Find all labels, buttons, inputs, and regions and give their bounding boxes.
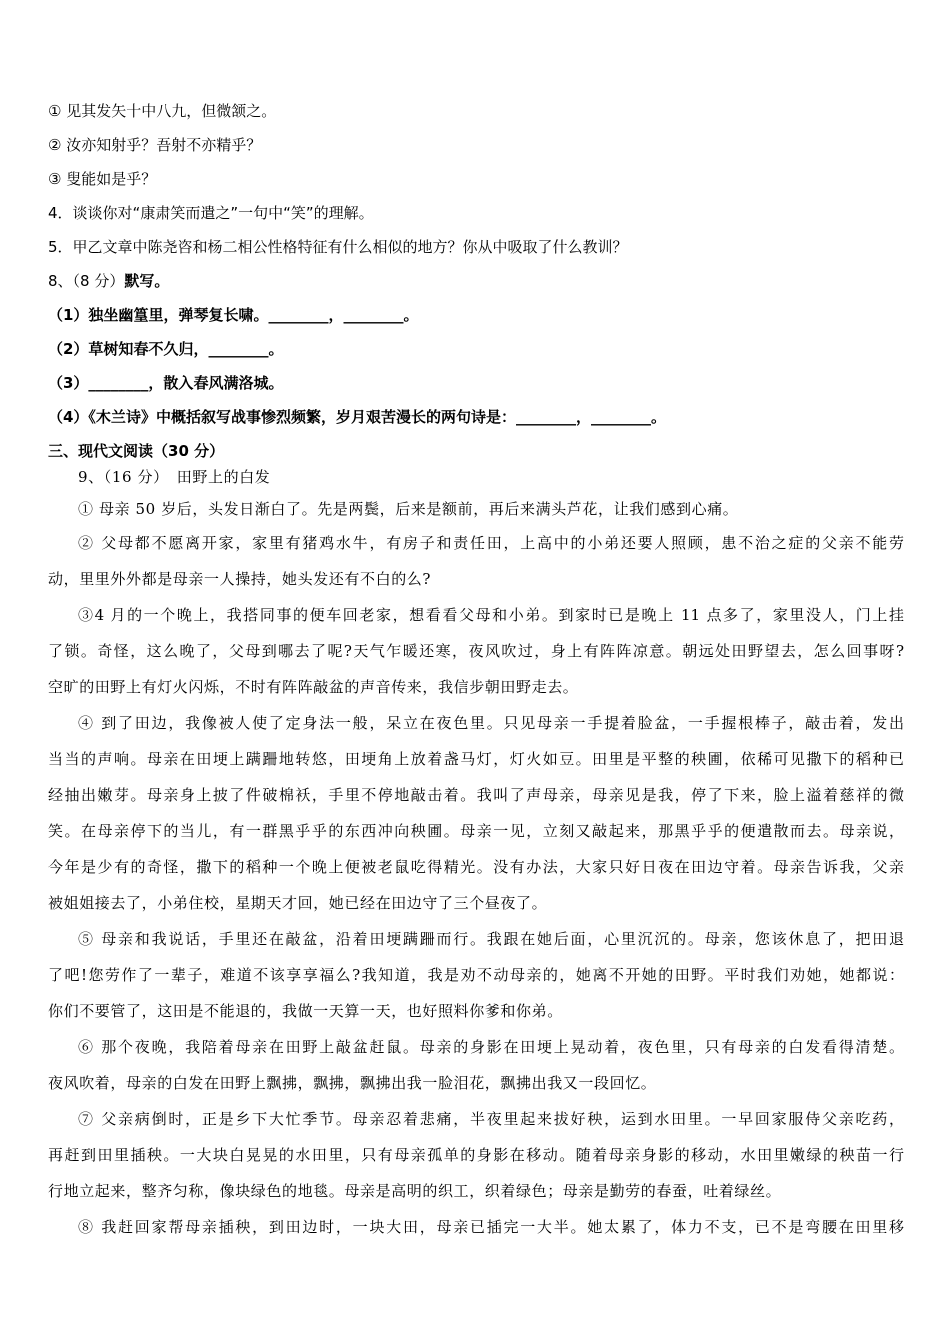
passage-line: 你们不要管了，这田是不能退的，我做一天算一天，也好照料你爹和你弟。 (48, 1002, 563, 1020)
passage-line: 夜风吹着，母亲的白发在田野上飘拂，飘拂，飘拂出我一脸泪花，飘拂出我又一段回忆。 (48, 1074, 657, 1092)
passage-line: ③4 月的一个晚上，我搭同事的便车回老家，想看看父母和小弟。到家时已是晚上 11 点多了，家里没人，门上挂 (78, 606, 904, 624)
dictation-item-1: （1）独坐幽篁里，弹琴复长啸。________，________。 (48, 306, 419, 324)
passage-line: ⑤ 母亲和我说话，手里还在敲盆，沿着田埂蹒跚而行。我跟在她后面，心里沉沉的。母亲，您该休息了，把田退 (78, 930, 904, 948)
passage-line: ⑧ 我赶回家帮母亲插秧，到田边时，一块大田，母亲已插完一大半。她太累了，体力不支，已不是弯腰在田里移 (78, 1218, 904, 1236)
passage-line: 行地立起来，整齐匀称，像块绿色的地毯。母亲是高明的织工，织着绿色；母亲是勤劳的春蚕，吐着绿丝。 (48, 1182, 782, 1200)
dictation-item-3: （3）________，散入春风满洛城。 (48, 374, 284, 392)
passage-line: ① 母亲 50 岁后，头发日渐白了。先是两鬓，后来是额前，再后来满头芦花，让我们感到心痛。 (78, 500, 739, 518)
passage-line: 笑。在母亲停下的当儿，有一群黑乎乎的东西冲向秧圃。母亲一见，立刻又敲起来，那黑乎乎的便遣散而去。母亲说， (48, 822, 904, 840)
passage-line: ② 父母都不愿离开家，家里有猪鸡水牛，有房子和责任田，上高中的小弟还要人照顾，患不治之症的父亲不能劳 (78, 534, 904, 552)
answer-sentence-2: ② 汝亦知射乎？吾射不亦精乎？ (48, 136, 262, 154)
passage-line: ⑦ 父亲病倒时，正是乡下大忙季节。母亲忍着悲痛，半夜里起来拔好秧，运到水田里。一早回家服侍父亲吃药， (78, 1110, 904, 1128)
answer-sentence-3: ③ 叟能如是乎？ (48, 170, 157, 188)
passage-line: 再赶到田里插秧。一大块白晃晃的水田里，只有母亲孤单的身影在移动。随着母亲身影的移动，水田里嫩绿的秧苗一行 (48, 1146, 904, 1164)
passage-line: 经抽出嫩芽。母亲身上披了件破棉袄，手里不停地敲击着。我叫了声母亲，母亲见是我，停了下来，脸上溢着慈祥的微 (48, 786, 904, 804)
passage-line: ⑥ 那个夜晚，我陪着母亲在田野上敲盆赶鼠。母亲的身影在田埂上晃动着，夜色里，只有母亲的白发看得清楚。 (78, 1038, 904, 1056)
passage-line: 空旷的田野上有灯火闪烁，不时有阵阵敲盆的声音传来，我信步朝田野走去。 (48, 678, 579, 696)
passage-line: 今年是少有的奇怪，撒下的稻种一个晚上便被老鼠吃得精光。没有办法，大家只好日夜在田边守着。母亲告诉我，父亲 (48, 858, 904, 876)
passage-line: 动，里里外外都是母亲一人操持，她头发还有不白的么? (48, 570, 432, 588)
passage-line: 了锁。奇怪，这么晚了，父母到哪去了呢?天气乍暖还寒，夜风吹过，身上有阵阵凉意。朝远处田野望去，怎么回事呀? (48, 642, 904, 660)
passage-line: 被姐姐接去了，小弟住校，星期天才回，她已经在田边守了三个昼夜了。 (48, 894, 548, 912)
passage-line: 了吧!您劳作了一辈子，难道不该享享福么?我知道，我是劝不动母亲的，她离不开她的田野。平时我们劝她，她都说： (48, 966, 904, 984)
dictation-item-2: （2）草树知春不久归，________。 (48, 340, 284, 358)
dictation-item-4: （4）《木兰诗》中概括叙写战事惨烈频繁，岁月艰苦漫长的两句诗是：________，________。 (48, 408, 666, 426)
section-3-heading: 三、现代文阅读（30 分） (48, 442, 225, 460)
question-5: 5．甲乙文章中陈尧咨和杨二相公性格特征有什么相似的地方？你从中吸取了什么教训？ (48, 238, 628, 256)
passage-line: 当当的声响。母亲在田埂上蹒跚地转悠，田埂角上放着盏马灯，灯火如豆。田里是平整的秧圃，依稀可见撒下的稻种已 (48, 750, 904, 768)
question-8-prefix: 8、（8 分） (48, 272, 125, 290)
question-8-title: 默写。 (124, 272, 170, 290)
question-8 (48, 270, 169, 292)
passage-line: ④ 到了田边，我像被人使了定身法一般，呆立在夜色里。只见母亲一手提着脸盆，一手握根棒子，敲击着，发出 (78, 714, 904, 732)
question-4: 4．谈谈你对“康肃笑而遣之”一句中“笑”的理解。 (48, 204, 374, 222)
question-9-title: 9、（16 分） 田野上的白发 (78, 468, 271, 486)
answer-sentence-1: ① 见其发矢十中八九，但微颔之。 (48, 102, 277, 120)
